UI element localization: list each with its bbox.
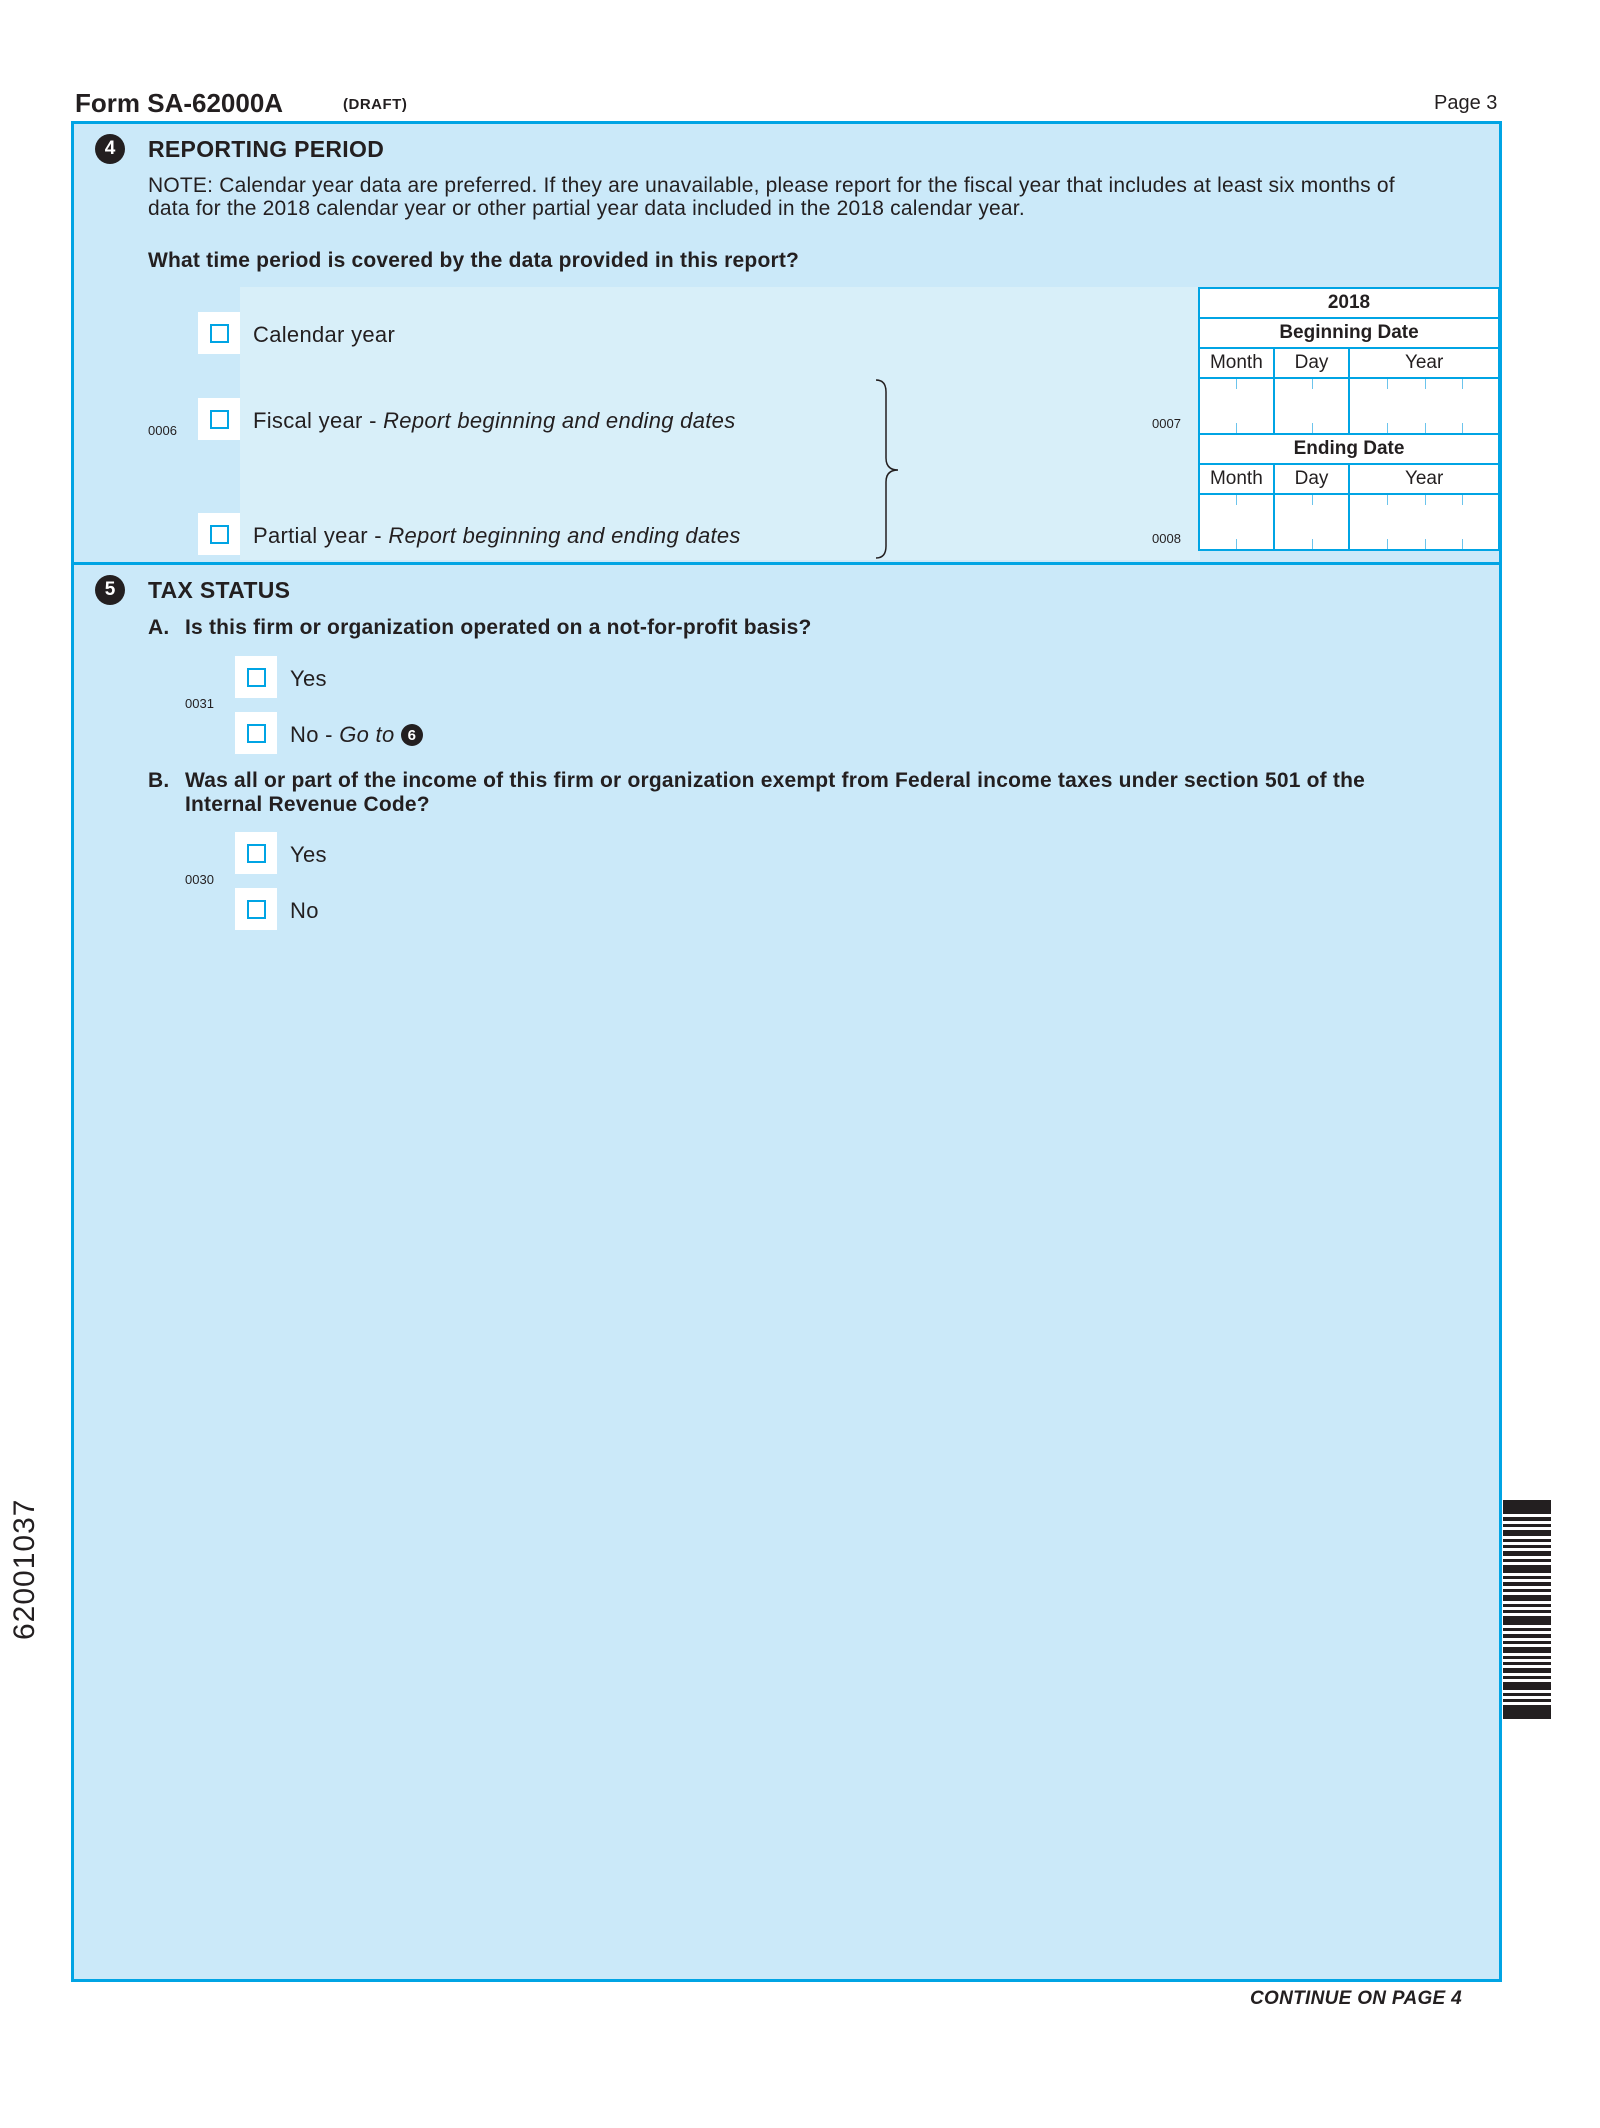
- begin-day-input[interactable]: [1274, 378, 1350, 434]
- draft-label: (DRAFT): [343, 96, 408, 113]
- not-for-profit-yes-checkbox[interactable]: [235, 656, 277, 698]
- partial-year-label: Partial year - Report beginning and ending dates: [253, 523, 741, 548]
- form-title: Form SA-62000A: [75, 88, 284, 118]
- date-table-year: 2018: [1199, 288, 1499, 318]
- form-id-vertical: 62001037: [8, 1498, 41, 1640]
- end-day-input[interactable]: [1274, 494, 1350, 550]
- section-4-number: 4: [95, 134, 125, 164]
- question-b-code: 0030: [185, 872, 214, 887]
- end-month-header: Month: [1199, 464, 1274, 494]
- continue-note: CONTINUE ON PAGE 4: [1250, 1988, 1462, 2009]
- brace-icon: [872, 378, 908, 560]
- end-month-input[interactable]: [1199, 494, 1274, 550]
- end-day-header: Day: [1274, 464, 1350, 494]
- section-5-title: TAX STATUS: [148, 577, 291, 603]
- section-divider: [74, 562, 1502, 565]
- ending-date-header: Ending Date: [1199, 434, 1499, 464]
- question-b: B. Was all or part of the income of this firm or organization exempt from Federal income taxes under section 501 of the Internal Revenue Code?: [148, 769, 1365, 816]
- tax-exempt-no-label: No: [290, 898, 319, 923]
- fiscal-year-checkbox[interactable]: [198, 398, 240, 440]
- partial-year-checkbox[interactable]: [198, 513, 240, 555]
- begin-day-header: Day: [1274, 348, 1350, 378]
- fiscal-year-label: Fiscal year - Report beginning and ending dates: [253, 408, 736, 433]
- not-for-profit-no-checkbox[interactable]: [235, 712, 277, 754]
- section-4-title: REPORTING PERIOD: [148, 136, 385, 162]
- tax-exempt-no-checkbox[interactable]: [235, 888, 277, 930]
- question-a: A. Is this firm or organization operated on a not-for-profit basis?: [148, 616, 812, 639]
- not-for-profit-yes-label: Yes: [290, 666, 327, 691]
- page-number: Page 3: [1434, 92, 1498, 114]
- tax-exempt-yes-label: Yes: [290, 842, 327, 867]
- end-date-code: 0008: [1152, 531, 1181, 546]
- end-year-input[interactable]: [1349, 494, 1499, 550]
- date-table: [1198, 287, 1500, 551]
- calendar-year-label: Calendar year: [253, 322, 396, 347]
- end-year-header: Year: [1349, 464, 1499, 494]
- not-for-profit-no-label: No - Go to 6: [290, 722, 423, 748]
- tax-exempt-yes-checkbox[interactable]: [235, 832, 277, 874]
- begin-month-input[interactable]: [1199, 378, 1274, 434]
- begin-year-header: Year: [1349, 348, 1499, 378]
- begin-month-header: Month: [1199, 348, 1274, 378]
- begin-date-code: 0007: [1152, 416, 1181, 431]
- begin-year-input[interactable]: [1349, 378, 1499, 434]
- calendar-year-checkbox[interactable]: [198, 312, 240, 354]
- reporting-period-question: What time period is covered by the data provided in this report?: [148, 249, 800, 272]
- section-5-number: 5: [95, 575, 125, 605]
- reporting-period-note: NOTE: Calendar year data are preferred. If they are unavailable, please report for the fiscal year that includes at least six months of data for the 2018 calendar year or other partial year data included in the 2018 calendar year.: [148, 174, 1395, 220]
- beginning-date-header: Beginning Date: [1199, 318, 1499, 348]
- goto-section-6-icon: 6: [401, 724, 423, 746]
- barcode-icon: [1503, 1500, 1551, 1722]
- period-item-code: 0006: [148, 423, 177, 438]
- question-a-code: 0031: [185, 696, 214, 711]
